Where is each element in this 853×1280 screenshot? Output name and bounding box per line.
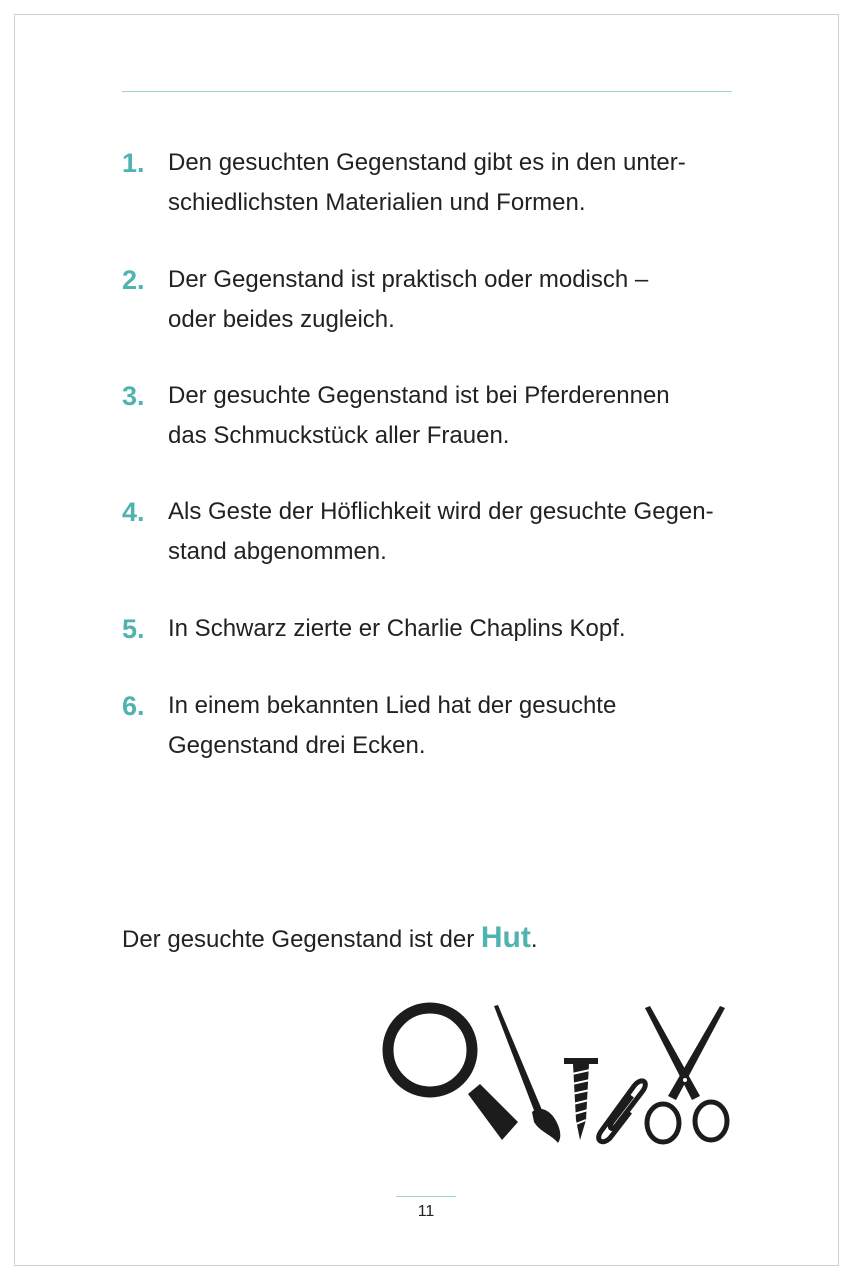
clue-number: 2. xyxy=(122,265,145,295)
clue-text: Der Gegenstand ist praktisch oder modisch – xyxy=(168,266,649,293)
clue-text: das Schmuckstück aller Frauen. xyxy=(168,422,510,449)
clue-text: Der gesuchte Gegenstand ist bei Pferderennen xyxy=(168,382,670,409)
scissors-icon xyxy=(645,1006,727,1142)
clue-number: 1. xyxy=(122,148,145,178)
clue-text: Als Geste der Höflichkeit wird der gesuchte Gegen- xyxy=(168,498,714,525)
top-rule xyxy=(122,91,732,92)
answer-highlight: Hut xyxy=(480,921,531,954)
clue-number: 6. xyxy=(122,691,145,721)
page-number: 11 xyxy=(417,1203,435,1220)
clue-text: schiedlichsten Materialien und Formen. xyxy=(168,189,586,216)
answer-prefix: Der gesuchte Gegenstand ist der xyxy=(122,926,481,953)
paperclip-icon xyxy=(599,1081,646,1142)
tools-illustration xyxy=(380,1000,740,1150)
clue-number: 4. xyxy=(122,497,145,527)
answer-sentence xyxy=(122,918,538,960)
clue-number: 3. xyxy=(122,381,145,411)
clue-text: In einem bekannten Lied hat der gesuchte xyxy=(168,692,617,719)
clue-number: 5. xyxy=(122,614,145,644)
clue-text: Den gesuchten Gegenstand gibt es in den unter- xyxy=(168,149,686,176)
page-number-rule xyxy=(396,1196,456,1197)
clue-text: Gegenstand drei Ecken. xyxy=(168,732,426,759)
clue-text: oder beides zugleich. xyxy=(168,306,395,333)
clue-text: stand abgenommen. xyxy=(168,538,387,565)
screw-icon xyxy=(564,1058,598,1140)
answer-suffix: . xyxy=(530,926,538,953)
clue-text: In Schwarz zierte er Charlie Chaplins Kopf. xyxy=(168,615,626,642)
magnifying-glass-icon xyxy=(388,1008,518,1140)
